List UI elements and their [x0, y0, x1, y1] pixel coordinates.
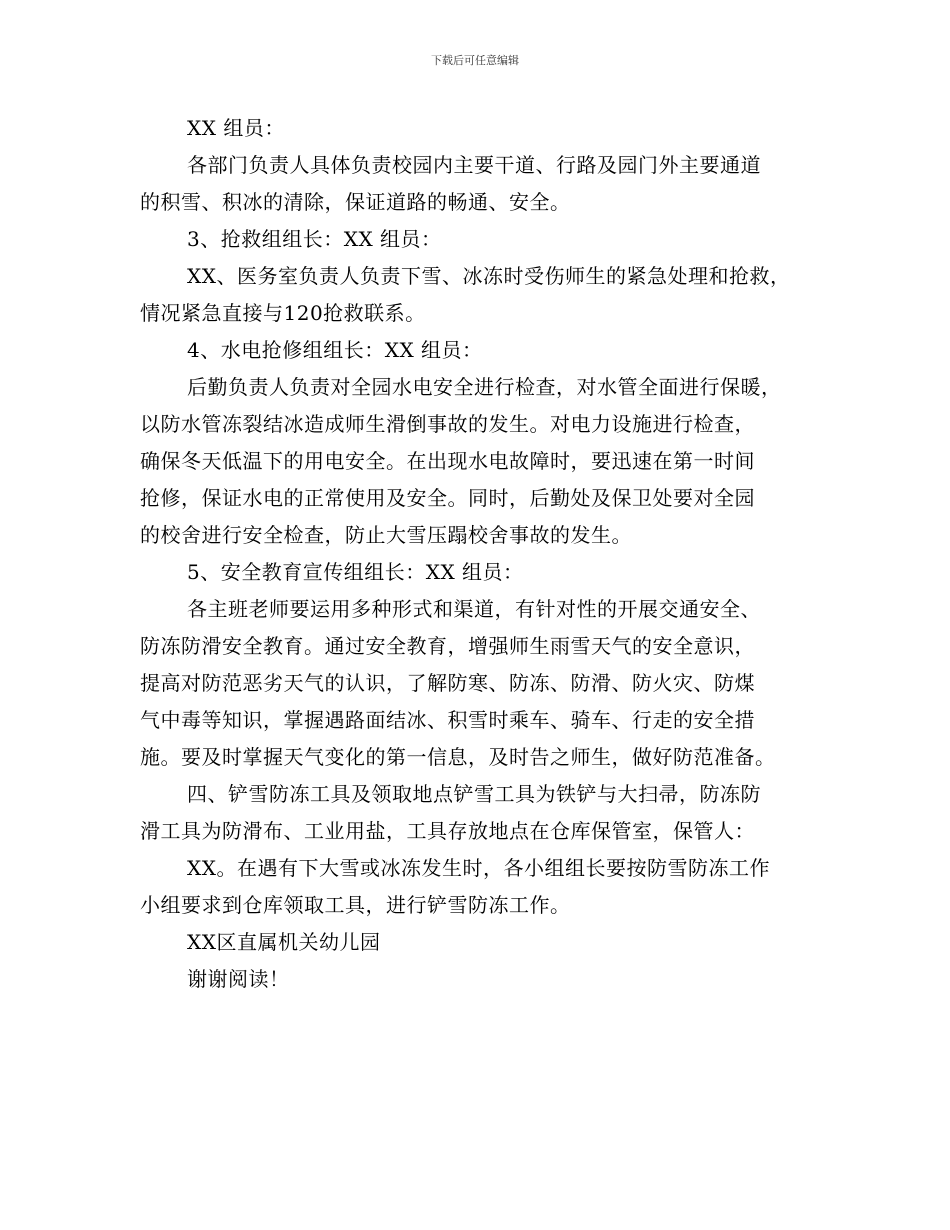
paragraph-line: XX、医务室负责人负责下雪、冰冻时受伤师生的紧急处理和抢救， [187, 264, 791, 288]
paragraph-line: 滑工具为防滑布、工业用盐，工具存放地点在仓库保管室，保管人： [140, 819, 755, 843]
section-heading: 4、水电抢修组组长：XX 组员： [187, 338, 483, 362]
paragraph-line: XX 组员： [187, 116, 285, 140]
paragraph-line: 抢修，保证水电的正常使用及安全。同时，后勤处及保卫处要对全园 [140, 486, 755, 510]
paragraph-line: 防冻防滑安全教育。通过安全教育，增强师生雨雪天气的安全意识， [140, 634, 755, 658]
paragraph-line: 的校舍进行安全检查，防止大雪压蹋校舍事故的发生。 [140, 523, 632, 547]
document-body [140, 110, 820, 998]
paragraph-line: 情况紧急直接与120抢救联系。 [140, 301, 426, 325]
paragraph-line: 提高对防范恶劣天气的认识，了解防寒、防冻、防滑、防火灾、防煤 [140, 671, 755, 695]
closing-text: 谢谢阅读！ [187, 967, 290, 991]
section-heading: 四、铲雪防冻工具及领取地点铲雪工具为铁铲与大扫帚，防冻防 [187, 782, 761, 806]
paragraph-line: 施。要及时掌握天气变化的第一信息，及时告之师生，做好防范准备。 [140, 745, 776, 769]
paragraph-line: XX。在遇有下大雪或冰冻发生时，各小组组长要按防雪防冻工作 [187, 856, 770, 880]
paragraph-line: 的积雪、积冰的清除，保证道路的畅通、安全。 [140, 190, 571, 214]
paragraph-line: 各主班老师要运用多种形式和渠道，有针对性的开展交通安全、 [187, 597, 761, 621]
paragraph-line: 各部门负责人具体负责校园内主要干道、行路及园门外主要通道 [187, 153, 761, 177]
signature-organization: XX区直属机关幼儿园 [187, 930, 381, 954]
paragraph-line: 确保冬天低温下的用电安全。在出现水电故障时，要迅速在第一时间 [140, 449, 755, 473]
page-header-note: 下载后可任意编辑 [431, 54, 519, 67]
section-heading: 3、抢救组组长：XX 组员： [187, 227, 442, 251]
paragraph-line: 小组要求到仓库领取工具，进行铲雪防冻工作。 [140, 893, 571, 917]
paragraph-line: 后勤负责人负责对全园水电安全进行检查，对水管全面进行保暖， [187, 375, 782, 399]
section-heading: 5、安全教育宣传组组长：XX 组员： [187, 560, 524, 584]
paragraph-line: 气中毒等知识，掌握遇路面结冰、积雪时乘车、骑车、行走的安全措 [140, 708, 755, 732]
paragraph-line: 以防水管冻裂结冰造成师生滑倒事故的发生。对电力设施进行检查， [140, 412, 755, 436]
